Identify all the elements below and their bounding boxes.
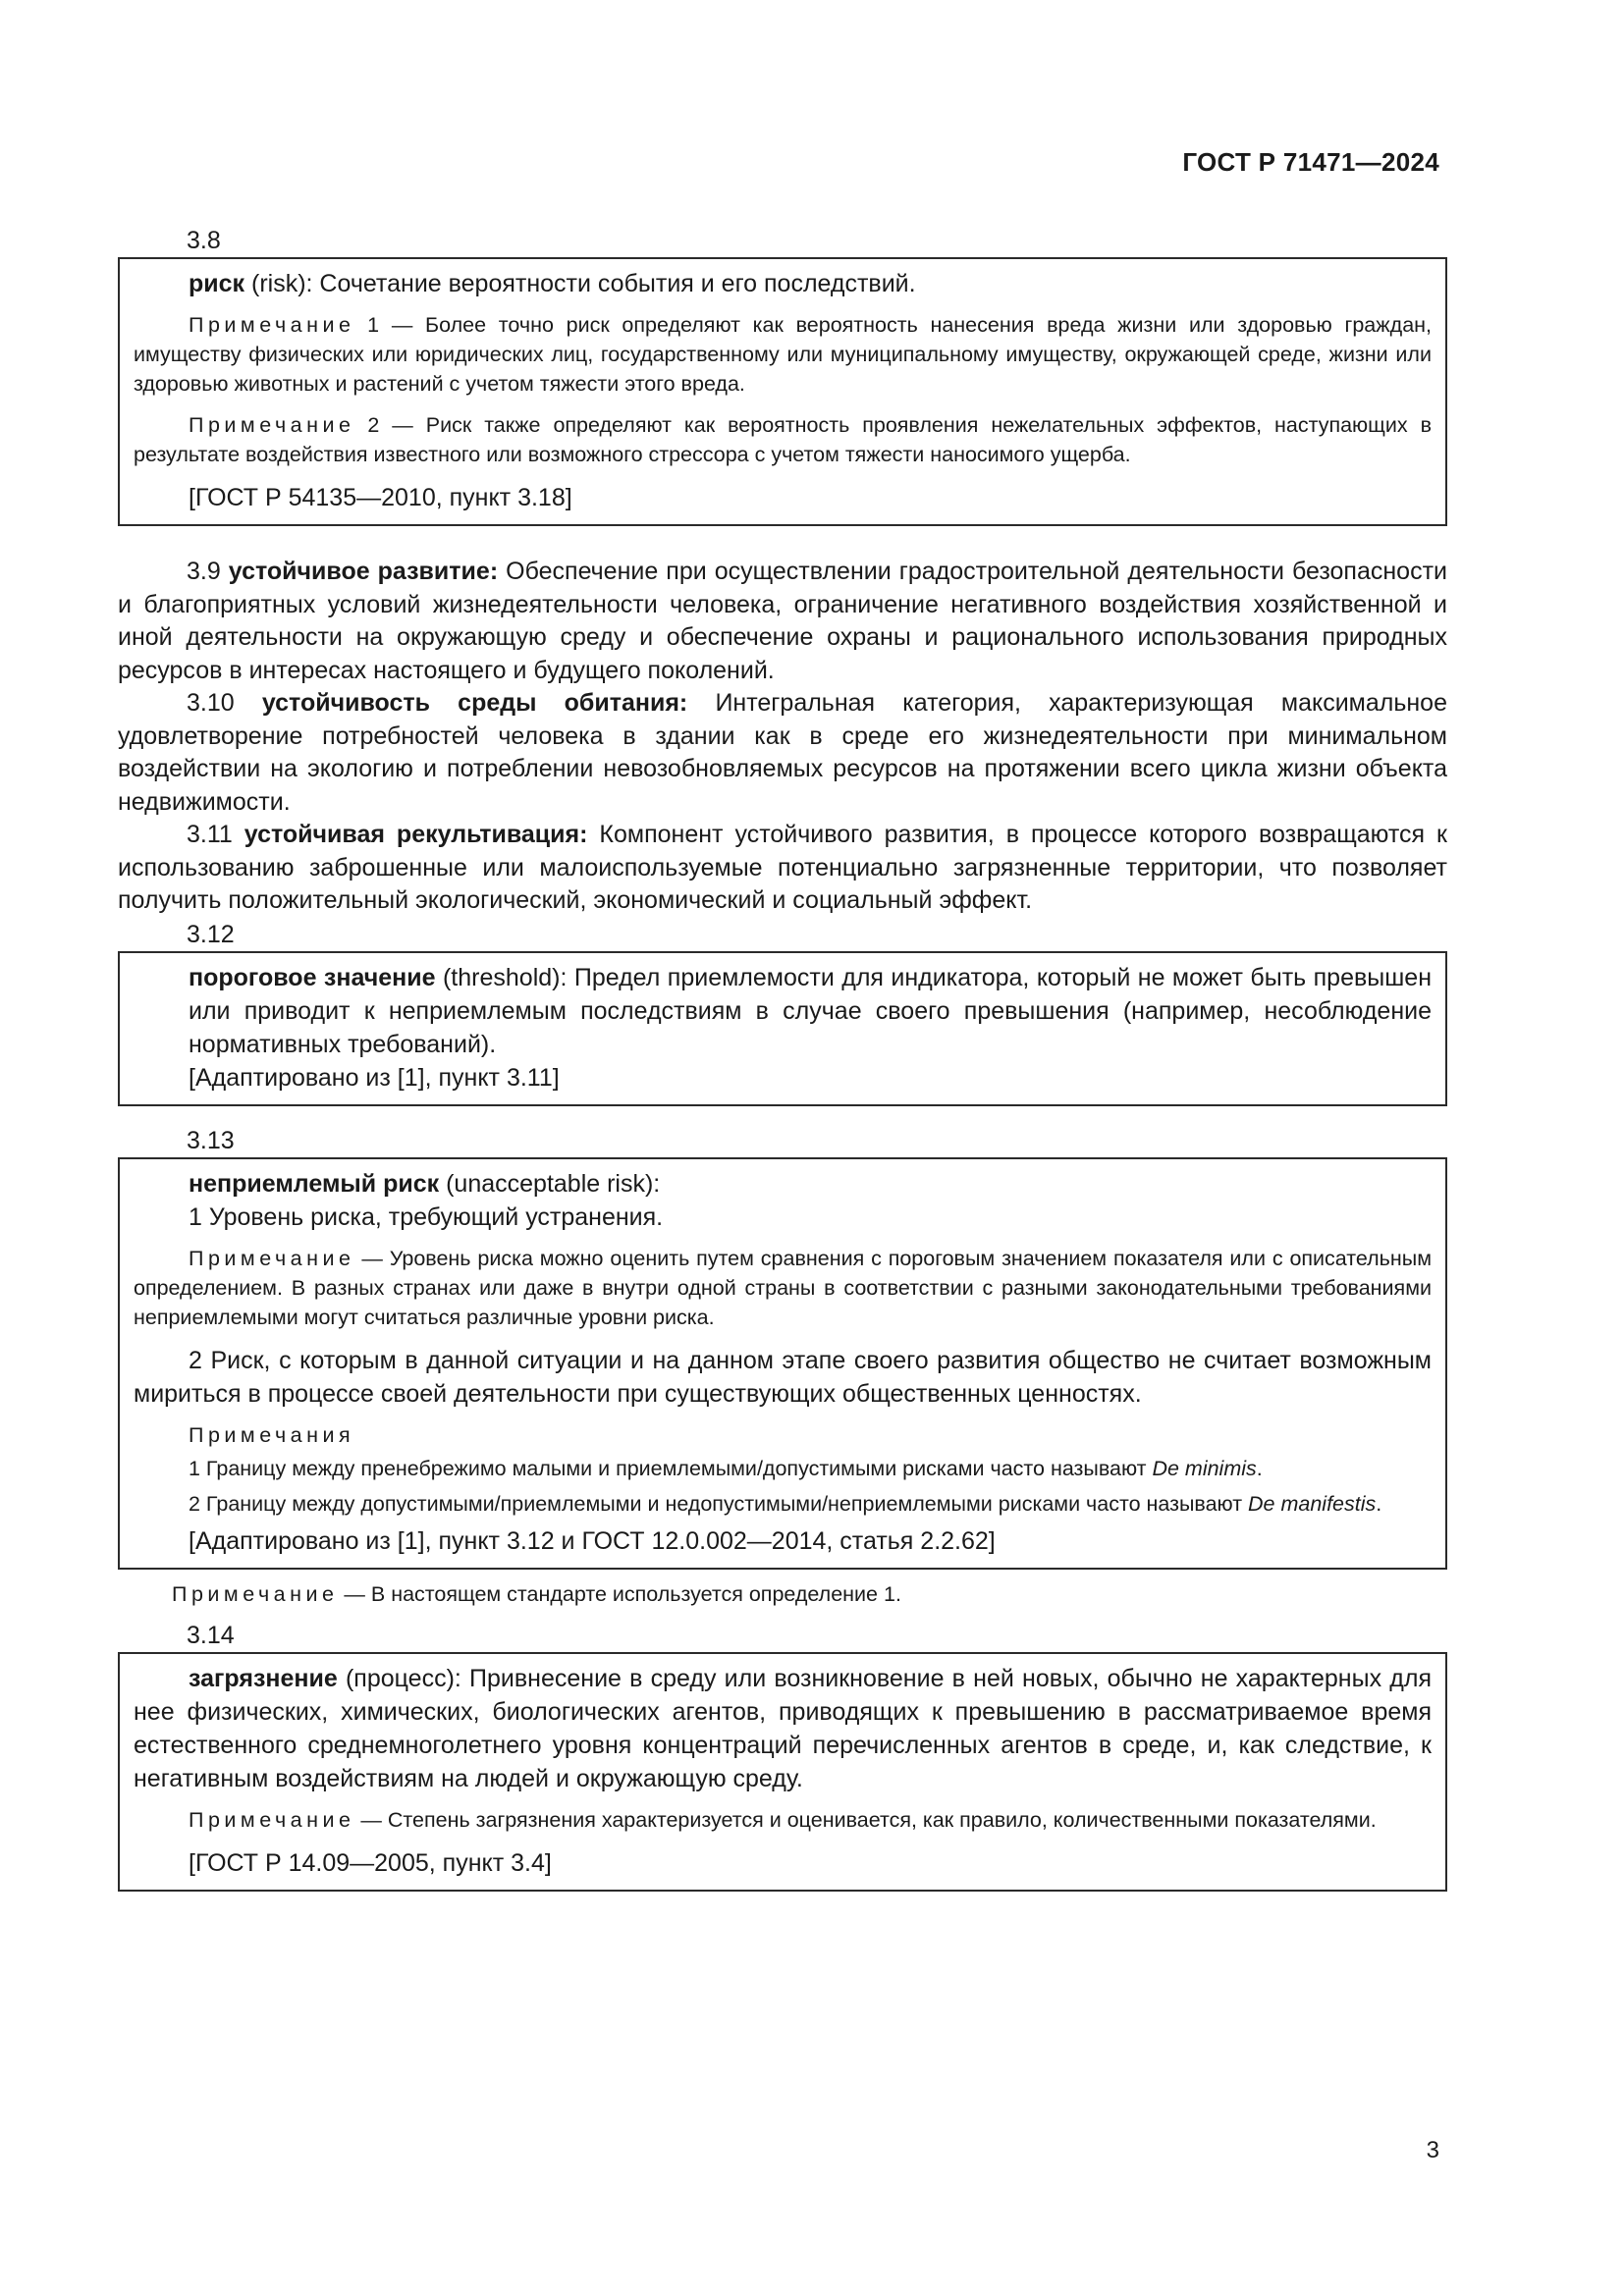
notes-heading (134, 1420, 1432, 1450)
clause-number-3-12: 3.12 (187, 920, 235, 948)
note-label: Примечание (189, 313, 355, 337)
note-text: — Уровень риска можно оценить путем сравнения с пороговым значением показателя или с описательным определением. В разных странах или даже в внутри одной страны в соответствии с разными законодательными требованиями неприемлемыми могут считаться различные уровни риска. (134, 1246, 1432, 1329)
note-end: . (1256, 1456, 1263, 1480)
note-text: — В настоящем стандарте используется определение 1. (338, 1581, 901, 1606)
term-definition-text: (threshold): Предел приемлемости для индикатора, который не может быть превышен или приводит к неприемлемым последствиям в случае своего превышения (например, несоблюдение нормативных требований). (189, 963, 1432, 1058)
document-body (118, 224, 1447, 1892)
note-text: 2 — Риск также определяют как вероятность проявления нежелательных эффектов, наступающих в результате воздействия известного или возможного стрессора с учетом тяжести наносимого ущерба. (134, 413, 1432, 466)
note-end: . (1376, 1491, 1382, 1516)
term-title: пороговое значение (189, 963, 436, 991)
term-definition (134, 961, 1432, 1061)
term-title: риск (189, 270, 245, 297)
source-reference: [ГОСТ Р 54135—2010, пункт 3.18] (189, 484, 572, 511)
clause-number: 3.9 (187, 558, 221, 585)
note (134, 1244, 1432, 1332)
term-title: неприемлемый риск (189, 1169, 440, 1198)
term-definition-text: (процесс): Привнесение в среду или возникновение в ней новых, обычно не характерных для нее физических, химических, биологических агентов, приводящих к превышению в рассматриваемое время естественного среднемноголетнего уровня концентраций перечисленных агентов в среде, и, как следствие, к негативным воздействиям на людей и окружающую среду. (134, 1664, 1432, 1792)
source-reference: [Адаптировано из [1], пункт 3.11] (189, 1063, 560, 1092)
term-definition (134, 1167, 1432, 1201)
document-header: ГОСТ Р 71471—2024 (1182, 147, 1439, 177)
term-title: устойчивая рекультивация: (244, 821, 588, 848)
term-box-threshold (118, 951, 1447, 1106)
notes-item-1 (134, 1454, 1432, 1483)
note-label: Примечание (189, 1807, 355, 1832)
definition-1: 1 Уровень риска, требующий устранения. (189, 1202, 664, 1231)
term-definition (134, 267, 1432, 300)
note-emphasis: De minimis (1152, 1456, 1257, 1480)
note-text: — Степень загрязнения характеризуется и оценивается, как правило, количественными показателями. (354, 1807, 1377, 1832)
note-1 (134, 310, 1432, 399)
page-number: 3 (1426, 2137, 1439, 2163)
source-reference: [ГОСТ Р 14.09—2005, пункт 3.4] (189, 1848, 552, 1877)
note-emphasis: De manifestis (1248, 1491, 1377, 1516)
definition-2: 2 Риск, с которым в данной ситуации и на данном этапе своего развития общество не считает возможным мириться в процессе своей деятельности при существующих общественных ценностях. (134, 1346, 1432, 1408)
note-label: Примечание (189, 413, 355, 437)
clause-3-11 (118, 819, 1447, 918)
note-text: 1 — Более точно риск определяют как вероятность нанесения вреда жизни или здоровью граждан, имуществу физических или юридических лиц, государственному или муниципальному имуществу, окружающей среде, жизни или здоровью животных и растений с учетом тяжести этого вреда. (134, 313, 1432, 396)
clause-3-9 (118, 556, 1447, 687)
note-2 (134, 410, 1432, 469)
term-title: устойчивость среды обитания: (261, 689, 688, 717)
note-text: 2 Границу между допустимыми/приемлемыми и недопустимыми/неприемлемыми рисками часто называют (189, 1491, 1249, 1516)
source-reference: [Адаптировано из [1], пункт 3.12 и ГОСТ 12.0.002—2014, статья 2.2.62] (189, 1526, 996, 1555)
clause-text: Обеспечение при осуществлении градостроительной деятельности безопасности и благоприятных условий жизнедеятельности человека, ограничение негативного воздействия хозяйственной и иной деятельности на окружающую среду и обеспечение охраны и рационального использования природных ресурсов в интересах настоящего и будущего поколений. (118, 558, 1447, 684)
term-box-pollution (118, 1652, 1447, 1892)
clause-number: 3.11 (187, 821, 233, 848)
clause-3-10 (118, 687, 1447, 819)
clause-number-3-14: 3.14 (187, 1621, 235, 1649)
standard-note (172, 1579, 1447, 1609)
term-box-unacceptable-risk (118, 1157, 1447, 1570)
clause-number-3-8: 3.8 (187, 227, 221, 254)
clause-text: Компонент устойчивого развития, в процессе которого возвращаются к использованию заброшенные или малоиспользуемые потенциально загрязненные территории, что позволяет получить положительный экологический, экономический и социальный эффект. (118, 821, 1447, 914)
term-definition-text: (risk): Сочетание вероятности события и его последствий. (244, 270, 916, 297)
notes-item-2 (134, 1489, 1432, 1519)
term-title: загрязнение (189, 1664, 338, 1692)
note-label: Примечание (172, 1581, 339, 1606)
clause-text: Интегральная категория, характеризующая максимальное удовлетворение потребностей человека в здании как в среде его жизнедеятельности при минимальном воздействии на экологию и потреблении невозобновляемых ресурсов на протяжении всего цикла жизни объекта недвижимости. (118, 689, 1447, 816)
note-label: Примечания (189, 1422, 355, 1447)
term-box-risk (118, 257, 1447, 526)
note-label: Примечание (189, 1246, 355, 1270)
clause-number: 3.10 (187, 689, 235, 717)
term-title: устойчивое развитие: (228, 558, 499, 585)
term-definition (134, 1662, 1432, 1795)
clause-number-3-13: 3.13 (187, 1126, 235, 1154)
note (134, 1805, 1432, 1835)
term-definition-text: (unacceptable risk): (439, 1169, 661, 1198)
note-text: 1 Границу между пренебрежимо малыми и приемлемыми/допустимыми рисками часто называют (189, 1456, 1153, 1480)
